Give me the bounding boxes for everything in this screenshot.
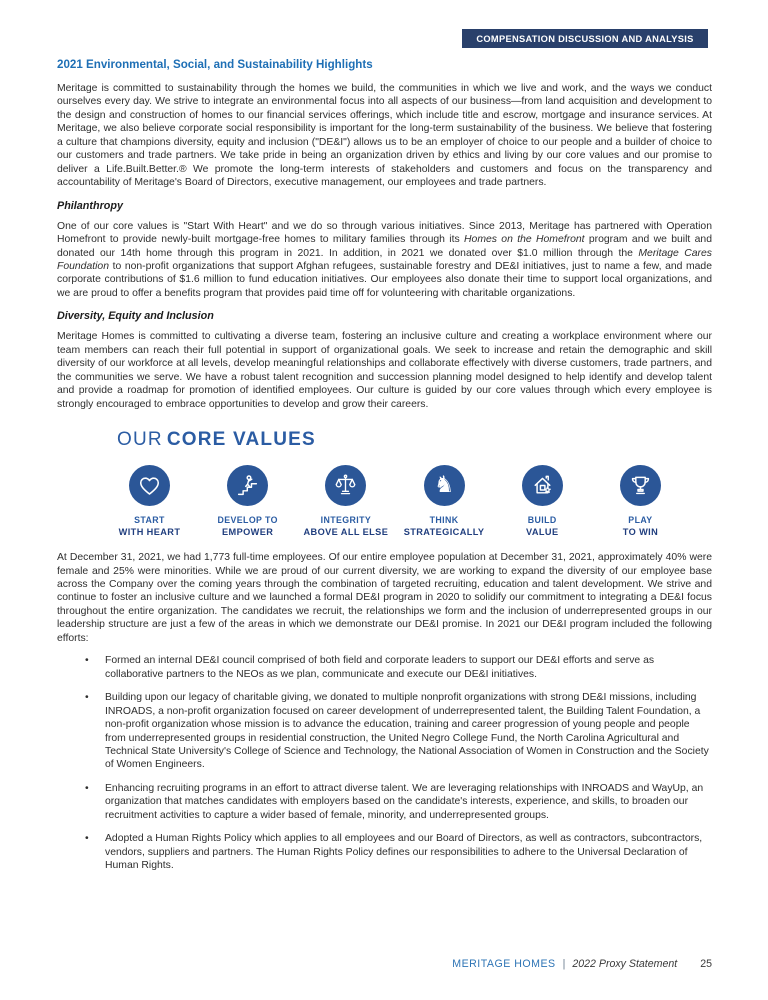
- core-value-label-line2: EMPOWER: [222, 527, 274, 538]
- philanthropy-text-2: program and we built and donated our 14th home through this program in 2021. In addition, in 2021 we donated over $1.0 million through the: [57, 234, 712, 259]
- person-climbing-stairs-icon: [227, 465, 268, 506]
- page-content: [57, 58, 712, 883]
- list-item: • Formed an internal DE&I council comprised of both field and corporate leaders to support our DE&I efforts and serve as collaborative partners to the NEOs as we plan, communicate and execute our DE&I initiatives.: [57, 654, 712, 681]
- footer-separator: |: [562, 958, 566, 970]
- core-value-label-line1: START: [134, 515, 165, 526]
- page-number: 25: [700, 958, 712, 970]
- core-value-label-line1: INTEGRITY: [320, 515, 372, 526]
- balance-scales-icon: [325, 465, 366, 506]
- section-banner: [462, 29, 708, 48]
- philanthropy-text-3: to non-profit organizations that support Afghan refugees, sustainable forestry and DE&I initiatives, just to name a few, and made corporate contributions of $1.6 million to fund education initiatives. Our employees also donate their time to support local organizations, and we are proud to offer a benefits program that provides paid time off for volunteering with charitable organizations.: [57, 260, 712, 299]
- core-value-develop-to-empower: [199, 465, 296, 537]
- dei-heading: Diversity, Equity and Inclusion: [57, 310, 214, 323]
- list-item: • Building upon our legacy of charitable giving, we donated to multiple nonprofit organizations with strong DE&I missions, including INROADS, a non-profit organization focused on career development of underrepresented talent, the Building Talent Foundation, a non-profit organization whose mission is to advance the education, training and career progression of young people and people from underrepresented groups in residential construction, the United Negro College Fund, the North Carolina Agricultural and Technical State University's College of Science and Technology, the National Association of Women in Construction and the Society of Women Engineers.: [57, 691, 712, 772]
- dei-paragraph: Meritage Homes is committed to cultivating a diverse team, fostering an inclusive culture and creating a workplace environment where our team members can reach their full potential in support of organizational goals. We seek to increase and retain the demographic and skill diversity of our workforce at all levels, develop meaningful relationships and collaborate effectively with diverse customers, trade partners, and the communities we serve. We have a robust talent recognition and succession planning model designed to help identify and develop talent and provide a roadmap for promotion of identified employees. Our culture is guided by our core values through which every employee is strongly encouraged to embrace opportunities to develop and grow their careers.: [57, 331, 712, 410]
- core-value-label-line1: PLAY: [628, 515, 653, 526]
- section-banner-label: COMPENSATION DISCUSSION AND ANALYSIS: [476, 33, 694, 44]
- house-star-icon: [522, 465, 563, 506]
- core-values-title-regular: OUR: [117, 429, 163, 451]
- philanthropy-paragraph: [57, 220, 712, 301]
- core-values-title-bold: CORE VALUES: [166, 429, 316, 451]
- core-values-graphic: [101, 429, 689, 537]
- philanthropy-heading: Philanthropy: [57, 199, 123, 212]
- core-value-play-to-win: [592, 465, 689, 537]
- employee-stats-paragraph: At December 31, 2021, we had 1,773 full-time employees. Of our entire employee population at December 31, 2021, approximately 40% were female and 25% were minorities. While we are proud of our current diversity, we are working to expand the diversity of our employee base across the Company over the coming years through the combination of targeted recruiting, education and talent development. We strive and continue to foster an inclusive culture and we launched a formal DE&I program in 2020 to solidify our commitment to integrating a DE&I focus throughout the entire organization. The candidates we recruit, the relationships we form and the inclusion of underrepresented groups in our leadership structure are just a few of the areas in which we demonstrate our DE&I promise. In 2021 our DE&I program included the following efforts:: [57, 552, 712, 644]
- heart-icon: [129, 465, 170, 506]
- core-value-label-line1: THINK: [429, 515, 459, 526]
- intro-paragraph: Meritage is committed to sustainability through the homes we build, the communities in which we live and work, and the ways we conduct ourselves every day. We strive to integrate an environmental focus into all aspects of our business—from land acquisition and development to the design and construction of homes to our financial services offerings, which include title and escrow, mortgage and insurance services. At Meritage, we also believe corporate social responsibility is important for the long-term sustainability of the business. We believe that fostering a culture that champions diversity, equity and inclusion ("DE&I") allows us to be an employer of choice to our people and a builder of choice to our customers and trade partners. We take pride in being an organization driven by ethics and living by our core values and our promise to deliver a Life.Built.Better.® We promote the long-term interests of stakeholders and customers and focus on the transparency and accountability of Meritage's Board of Directors, executive management, our employees and trade partners.: [57, 83, 712, 189]
- core-value-label-line1: BUILD: [527, 515, 557, 526]
- footer-document-title: 2022 Proxy Statement: [572, 958, 678, 970]
- core-value-start-with-heart: [101, 465, 198, 537]
- core-value-label-line2: WITH HEART: [118, 527, 181, 538]
- core-value-integrity: [297, 465, 394, 537]
- page-title: 2021 Environmental, Social, and Sustainability Highlights: [57, 58, 373, 71]
- page-footer: [452, 958, 712, 970]
- homes-on-the-homefront-name: Homes on the Homefront: [464, 234, 585, 246]
- philanthropy-text-1: One of our core values is "Start With Heart" and we do so through various initiatives. Since 2013, Meritage has partnered with Operation Homefront to provide newly-built mortgage-free homes to military families through its: [57, 220, 712, 246]
- dei-efforts-list: [57, 654, 712, 872]
- footer-company-name: MERITAGE HOMES: [452, 958, 556, 970]
- core-value-label-line1: DEVELOP TO: [217, 515, 278, 526]
- list-item: • Enhancing recruiting programs in an effort to attract diverse talent. We are leveraging relationships with INROADS and WayUp, an organization that matches candidates with employers based on the candidate's interests, experience, and skills, to broaden our recruitment activities to capture a wider based of female, minority, and underrepresented groups.: [57, 782, 712, 822]
- trophy-icon: [620, 465, 661, 506]
- core-values-row: [101, 465, 689, 537]
- list-item: • Adopted a Human Rights Policy which applies to all employees and our Board of Directors, as well as contractors, subcontractors, vendors, suppliers and partners. The Human Rights Policy defines our responsibilities to adhere to the Universal Declaration of Human Rights.: [57, 832, 712, 872]
- meritage-cares-foundation-name: Meritage Cares Foundation: [57, 247, 712, 272]
- chess-knight-glyph: ♞: [433, 472, 455, 499]
- core-value-label-line2: STRATEGICALLY: [403, 527, 485, 538]
- chess-knight-icon: [424, 465, 465, 506]
- core-value-label-line2: VALUE: [526, 527, 559, 538]
- core-value-label-line2: ABOVE ALL ELSE: [303, 527, 389, 538]
- core-values-title: [117, 429, 689, 451]
- core-value-think-strategically: [396, 465, 493, 537]
- core-value-build-value: [494, 465, 591, 537]
- core-value-label-line2: TO WIN: [622, 527, 659, 538]
